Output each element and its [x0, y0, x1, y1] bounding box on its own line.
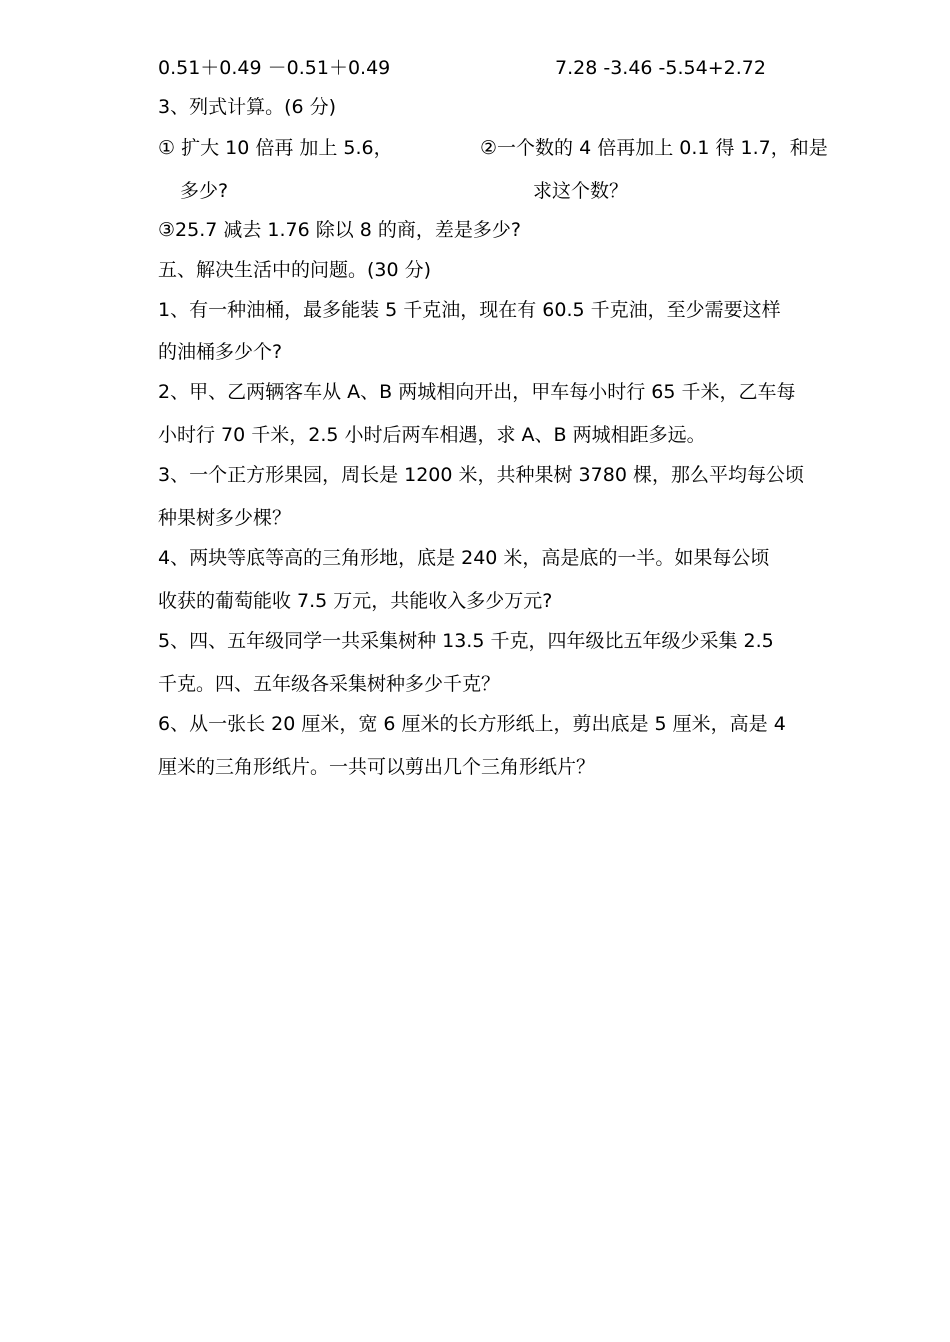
section-3-title: 3、列式计算。(6 分)	[158, 96, 337, 118]
problem-2-line-2: 小时行 70 千米，2.5 小时后两车相遇，求 A、B 两城相距多远。	[158, 424, 706, 446]
question-1-line-2: 多少?	[180, 180, 229, 202]
problem-1-line-1: 1、有一种油桶，最多能装 5 千克油，现在有 60.5 千克油，至少需要这样	[158, 299, 781, 321]
section-5-title: 五、解决生活中的问题。(30 分)	[158, 259, 432, 281]
question-1-line-1: ① 扩大 10 倍再 加上 5.6，	[158, 137, 393, 159]
calc-expression-right: 7.28 -3.46 -5.54+2.72	[555, 57, 766, 79]
problem-5-line-1: 5、四、五年级同学一共采集树种 13.5 千克，四年级比五年级少采集 2.5	[158, 630, 774, 652]
problem-4-line-2: 收获的葡萄能收 7.5 万元，共能收入多少万元?	[158, 590, 553, 612]
question-2-line-2: 求这个数？	[533, 180, 629, 202]
question-2-line-1: ②一个数的 4 倍再加上 0.1 得 1.7，和是	[480, 137, 828, 159]
problem-6-line-2: 厘米的三角形纸片。一共可以剪出几个三角形纸片？	[158, 756, 596, 778]
problem-1-line-2: 的油桶多少个?	[158, 341, 283, 363]
problem-2-line-1: 2、甲、乙两辆客车从 A、B 两城相向开出，甲车每小时行 65 千米，乙车每	[158, 381, 796, 403]
problem-6-line-1: 6、从一张长 20 厘米，宽 6 厘米的长方形纸上，剪出底是 5 厘米，高是 4	[158, 713, 786, 735]
problem-4-line-1: 4、两块等底等高的三角形地，底是 240 米，高是底的一半。如果每公顷	[158, 547, 770, 569]
problem-3-line-2: 种果树多少棵？	[158, 507, 292, 529]
question-3: ③25.7 减去 1.76 除以 8 的商，差是多少?	[158, 219, 522, 241]
problem-5-line-2: 千克。四、五年级各采集树种多少千克？	[158, 673, 501, 695]
calc-expression-left: 0.51＋0.49 －0.51＋0.49	[158, 57, 391, 79]
problem-3-line-1: 3、一个正方形果园，周长是 1200 米，共种果树 3780 棵，那么平均每公顷	[158, 464, 804, 486]
